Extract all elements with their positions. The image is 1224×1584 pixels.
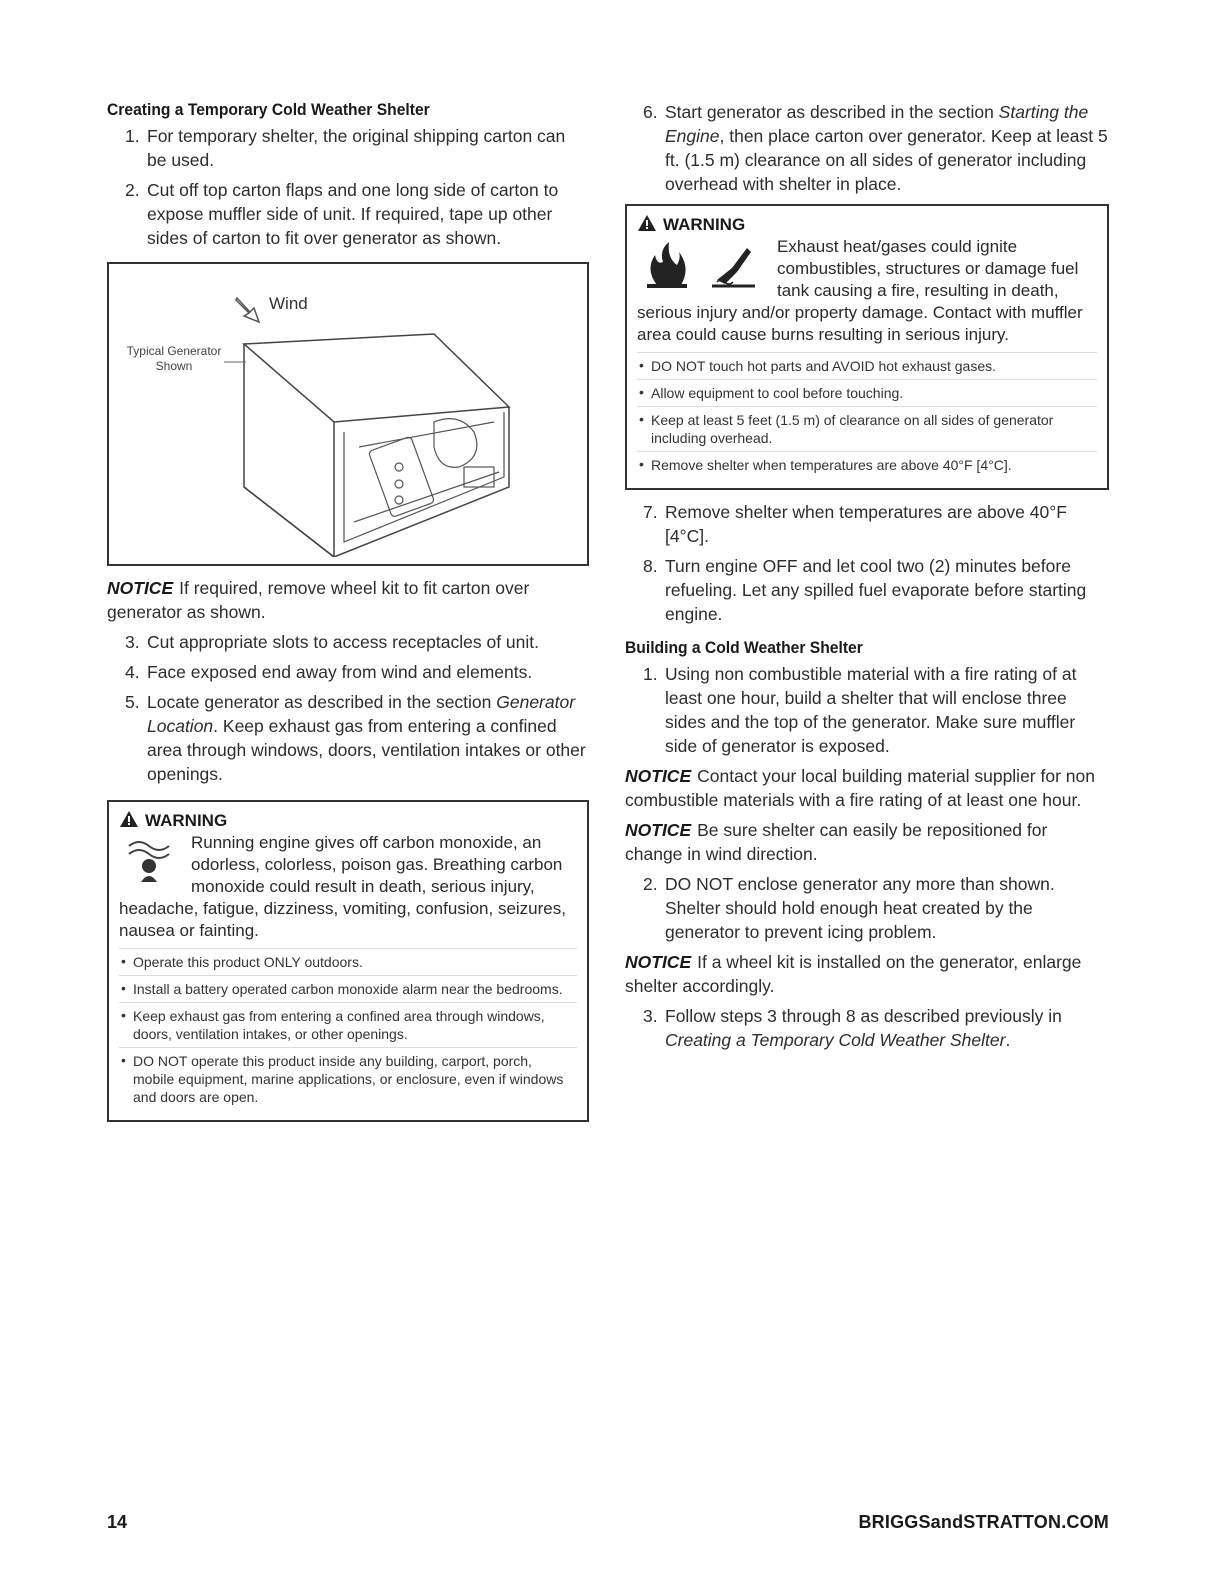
steps-list-d <box>625 662 1109 758</box>
fire-and-hot-surface-icons <box>637 240 767 290</box>
notice-wheel-kit: NOTICE If required, remove wheel kit to fit carton over generator as shown. <box>107 578 530 622</box>
warning-box-exhaust-heat <box>625 204 1109 490</box>
list-item: 1. For temporary shelter, the original shipping carton can be used. <box>125 126 566 170</box>
list-item: 7. Remove shelter when temperatures are above 40°F [4°C]. <box>643 502 1067 546</box>
list-item: • DO NOT touch hot parts and AVOID hot exhaust gases. <box>637 352 1097 379</box>
carton-icon <box>244 334 509 557</box>
warning-triangle-icon <box>637 214 657 232</box>
list-item: • Remove shelter when temperatures are above 40°F [4°C]. <box>637 451 1097 478</box>
warning-title: WARNING <box>145 811 228 830</box>
generator-shelter-figure <box>107 262 589 566</box>
section-reference: Starting the Engine <box>665 102 1089 146</box>
warning-triangle-icon <box>119 810 139 828</box>
list-item: • Allow equipment to cool before touching. <box>637 379 1097 406</box>
list-item: 1. Using non combustible material with a fire rating of at least one hour, build a shelter that will enclose three sides and the top of the generator. Make sure muffler side of generator is exposed. <box>643 664 1077 756</box>
warning-title: WARNING <box>663 215 746 234</box>
notice-supplier: NOTICE Contact your local building material supplier for non combustible materials with a fire rating of at least one hour. <box>625 766 1095 810</box>
steps-list-f <box>625 1004 1109 1052</box>
warning-box-carbon-monoxide <box>107 800 589 1122</box>
notice-wheel-kit-enlarge: NOTICE If a wheel kit is installed on the generator, enlarge shelter accordingly. <box>625 952 1082 996</box>
notice-reposition: NOTICE Be sure shelter can easily be repositioned for change in wind direction. <box>625 820 1048 864</box>
website-link[interactable]: BRIGGSandSTRATTON.COM <box>858 1512 1109 1532</box>
wind-arrow-icon <box>236 298 259 322</box>
list-item: • Operate this product ONLY outdoors. <box>119 948 577 975</box>
list-item: • Install a battery operated carbon monoxide alarm near the bedrooms. <box>119 975 577 1002</box>
wind-label: Wind <box>269 294 308 313</box>
warning-text: Running engine gives off carbon monoxide, an odorless, colorless, poison gas. Breathing carbon monoxide could result in death, serious injury, headache, fatigue, dizziness, vomiting, confusion, seizures, nausea or fainting. <box>119 833 566 940</box>
list-item: 4. Face exposed end away from wind and elements. <box>125 662 533 682</box>
warning-bullets <box>637 352 1097 478</box>
section-heading-building-shelter: Building a Cold Weather Shelter <box>625 638 863 657</box>
section-reference: Generator Location <box>147 692 576 736</box>
left-column <box>107 100 589 1132</box>
warning-bullets <box>119 948 577 1110</box>
steps-list-c <box>625 500 1109 626</box>
list-item: • Keep exhaust gas from entering a confined area through windows, doors, ventilation intakes, or other openings. <box>119 1002 577 1047</box>
list-item: 2. DO NOT enclose generator any more than shown. Shelter should hold enough heat created by the generator to prevent icing problem. <box>643 874 1055 942</box>
page-number: 14 <box>107 1512 128 1532</box>
section-reference: Creating a Temporary Cold Weather Shelter <box>665 1030 1006 1050</box>
carton-over-generator-illustration <box>204 272 584 557</box>
right-column <box>625 100 1109 1058</box>
fire-icon <box>647 242 687 288</box>
warning-text: Exhaust heat/gases could ignite combustibles, structures or damage fuel tank causing a fire, resulting in death, serious injury and/or property damage. Contact with muffler area could cause burns resulting in serious injury. <box>637 237 1083 344</box>
toxic-fumes-icon <box>119 836 181 884</box>
list-item: 5. Locate generator as described in the section Generator Location. Keep exhaust gas from entering a confined area through windows, doors, ventilation intakes or other openings. <box>125 692 586 784</box>
list-item: 3. Follow steps 3 through 8 as described previously in Creating a Temporary Cold Weather Shelter. <box>643 1006 1062 1050</box>
list-item: • DO NOT operate this product inside any building, carport, porch, mobile equipment, marine applications, or enclosure, even if windows and doors are open. <box>119 1047 577 1110</box>
list-item: • Keep at least 5 feet (1.5 m) of clearance on all sides of generator including overhead. <box>637 406 1097 451</box>
list-item: 3. Cut appropriate slots to access receptacles of unit. <box>125 632 540 652</box>
list-item: 2. Cut off top carton flaps and one long side of carton to expose muffler side of unit. If required, tape up other sides of carton to fit over generator as shown. <box>125 180 559 248</box>
list-item: 6. Start generator as described in the section Starting the Engine, then place carton over generator. Keep at least 5 ft. (1.5 m) clearance on all sides of generator including overhead with shelter in place. <box>643 102 1108 194</box>
steps-list-e <box>625 872 1109 944</box>
section-heading-temporary-shelter: Creating a Temporary Cold Weather Shelter <box>107 100 430 119</box>
figure-caption: Typical Generator Shown <box>126 344 222 373</box>
generator-icon <box>344 412 504 542</box>
steps-list-a <box>107 124 589 250</box>
steps-list-step6 <box>625 100 1109 196</box>
list-item: 8. Turn engine OFF and let cool two (2) minutes before refueling. Let any spilled fuel evaporate before starting engine. <box>643 556 1087 624</box>
hot-surface-icon <box>712 248 755 286</box>
steps-list-b <box>107 630 589 786</box>
